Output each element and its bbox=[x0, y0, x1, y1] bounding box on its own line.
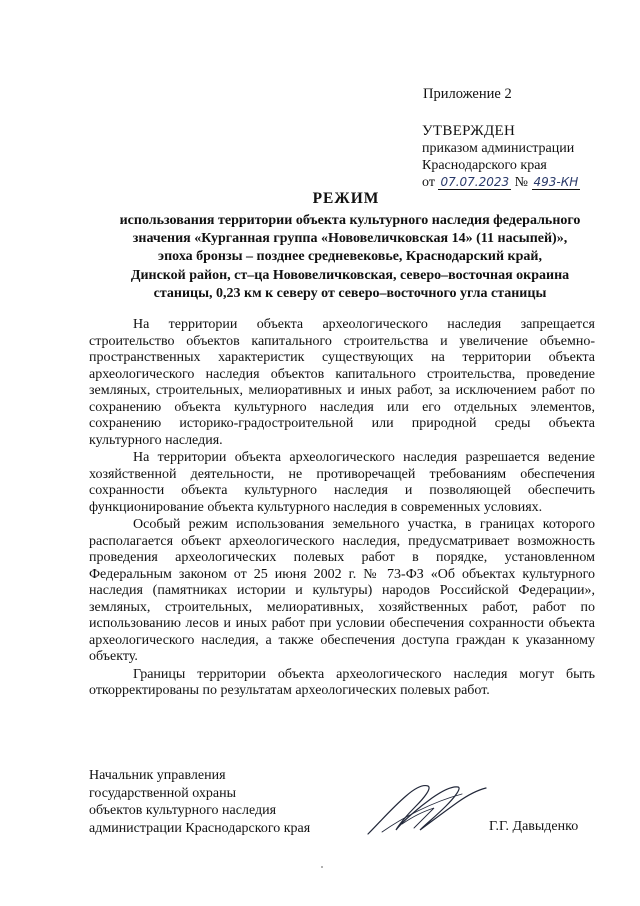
document-title: РЕЖИМ bbox=[312, 190, 380, 207]
body-paragraph: Особый режим использования земельного участка, в границах которого располагается объект археологического наследия, предусматривает возможность проведения археологических полевых работ в порядке, установленном Федеральным законом от 25 июня 2002 г. № 73-ФЗ «Об объектах культурного наследия (памятниках истории и культуры) народов Российской Федерации», земляных, строительных, мелиоративных, хозяйственных работ, работ по использованию лесов и иных работ при условии обеспечения сохранности объекта археологического наследия, а также обеспечения доступа граждан к указанному объекту. bbox=[89, 517, 595, 664]
subtitle-line: значения «Курганная группа «Нововеличковская 14» (11 насыпей)», bbox=[132, 231, 568, 247]
signer-position-line: объектов культурного наследия bbox=[89, 803, 277, 818]
subtitle-line: эпоха бронзы – позднее средневековье, Краснодарский край, bbox=[158, 249, 542, 265]
body-paragraph: На территории объекта археологического наследия запрещается строительство объектов капитального строительства и увеличение объемно-пространственных характеристик существующих на территории объекта археологического наследия объектов капитального строительства, проведение земляных, строительных, мелиоративных и иных работ, за исключением работ по сохранению объекта культурного наследия или его отдельных элементов, сохранению историко-градостроительной или природной среды объекта культурного наследия. bbox=[89, 317, 595, 448]
signer-position-line: государственной охраны bbox=[89, 785, 237, 801]
subtitle-line: станицы, 0,23 км к северу от северо–восточного угла станицы bbox=[153, 285, 547, 301]
signer-position-line: Начальник управления bbox=[89, 768, 226, 783]
order-number: 493-КН bbox=[533, 175, 579, 189]
scan-speck bbox=[321, 866, 323, 868]
order-date: 07.07.2023 bbox=[440, 175, 510, 189]
subtitle-line: использования территории объекта культурного наследия федерального bbox=[119, 213, 581, 228]
approval-block bbox=[422, 123, 580, 191]
handwritten-signature bbox=[362, 772, 492, 842]
body-paragraph: Границы территории объекта археологического наследия могут быть откорректированы по результатам археологических полевых работ. bbox=[89, 666, 595, 698]
number-sign: № bbox=[514, 175, 529, 190]
approval-date-line bbox=[422, 174, 580, 191]
signer-name: Г.Г. Давыденко bbox=[489, 819, 579, 834]
appendix-label: Приложение 2 bbox=[423, 86, 512, 102]
document-body bbox=[89, 317, 595, 700]
signer-position bbox=[89, 767, 310, 837]
signer-position-line: администрации Краснодарского края bbox=[89, 820, 311, 836]
approval-line-2: Краснодарского края bbox=[422, 158, 547, 173]
date-prefix: от bbox=[422, 175, 435, 190]
subtitle-line: Динской район, ст–ца Нововеличковская, северо–восточная окраина bbox=[130, 267, 570, 283]
document-subtitle bbox=[80, 212, 620, 303]
body-paragraph: На территории объекта археологического наследия разрешается ведение хозяйственной деятельности, не противоречащей требованиям обеспечения сохранности объекта культурного наследия и позволяющей обеспечить функционирование объекта культурного наследия в современных условиях. bbox=[89, 450, 595, 515]
approval-line-1: приказом администрации bbox=[422, 141, 575, 156]
approved-heading: УТВЕРЖДЕН bbox=[422, 123, 516, 139]
